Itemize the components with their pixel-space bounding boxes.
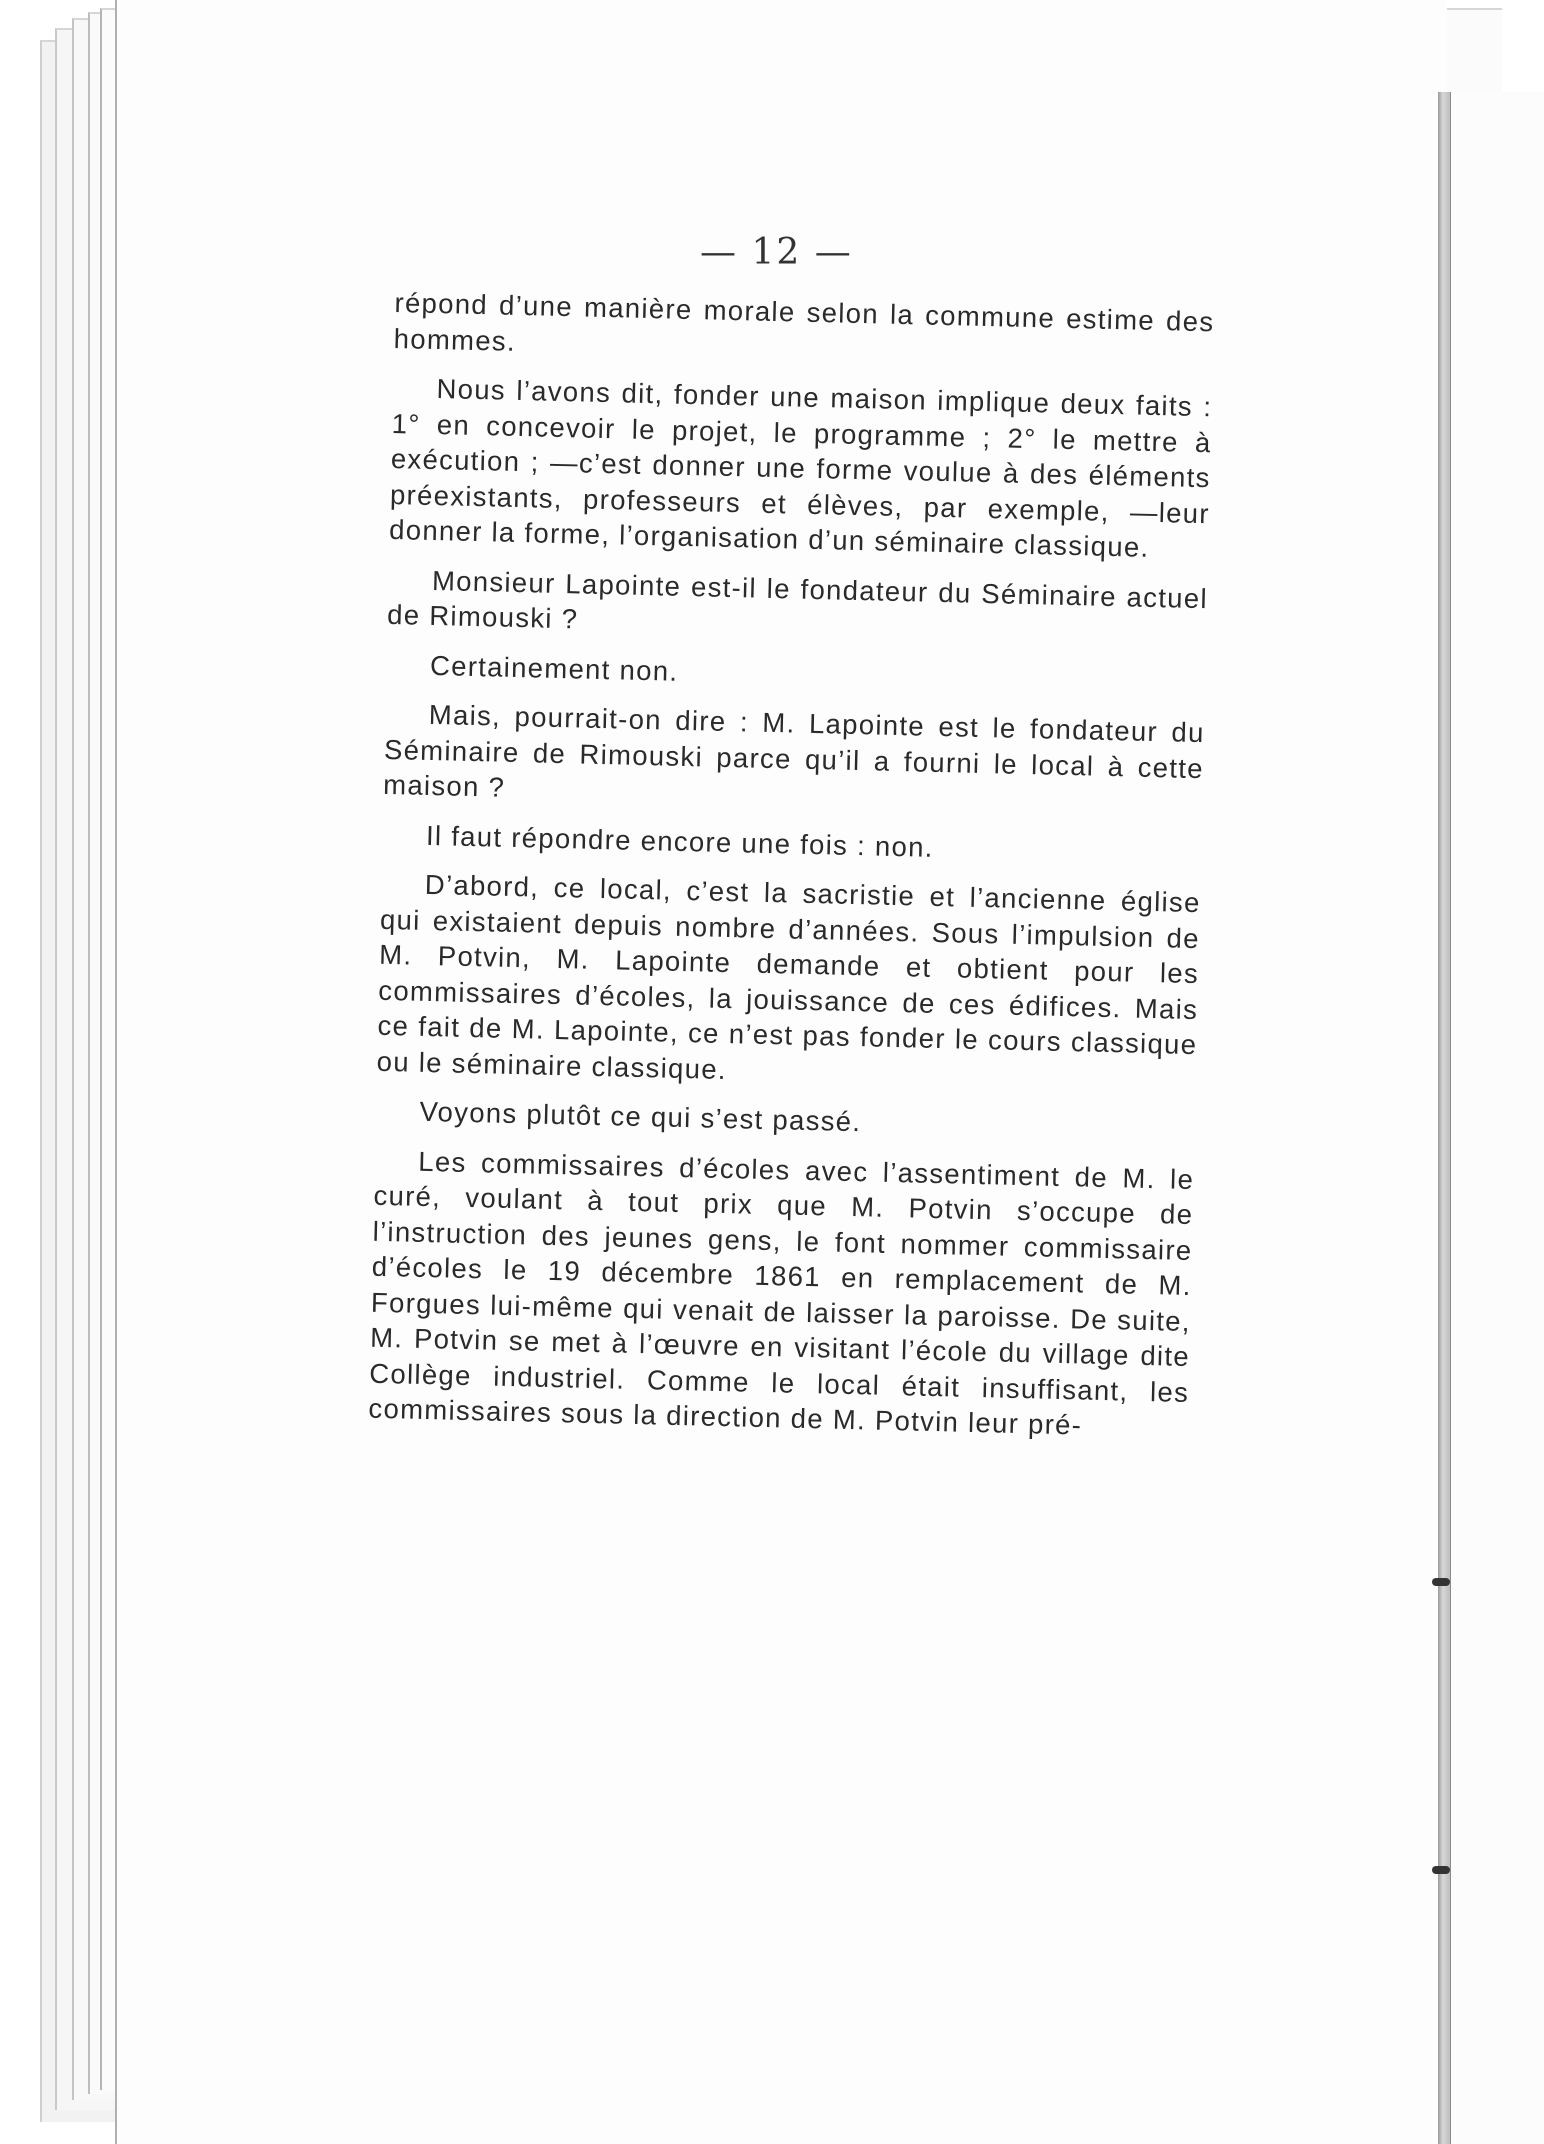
paragraph: Les commissaires d’écoles avec l’assentiment de M. le curé, voulant à tout prix que M. Potvin s’occupe de l’instruction des jeunes gens, le font nommer commissaire d’écoles le 19 décembre 1861 en remplacement de M. Forgues lui-même qui venait de laisser la paroisse. De suite, M. Potvin se met à l’œuvre en visitant l’école du village dite Collège industriel. Comme le local était insuffisant, les commissaires sous la direction de M. Potvin leur pré-	[368, 1145, 1195, 1441]
facing-page-edge	[1450, 92, 1544, 2144]
binding-stitch	[1432, 1578, 1450, 1586]
paragraph: répond d’une manière morale selon la commune estime des hommes.	[393, 286, 1215, 357]
body-text	[368, 285, 1215, 1446]
paragraph: Il faut répondre encore une fois : non.	[425, 819, 935, 863]
paragraph: Certainement non.	[429, 649, 679, 687]
paragraph: Voyons plutôt ce qui s’est passé.	[419, 1095, 862, 1138]
book-spine	[1438, 92, 1450, 2144]
paragraph: Monsieur Lapointe est-il le fondateur du Séminaire actuel de Rimouski ?	[386, 564, 1209, 635]
paragraph: Mais, pourrait-on dire : M. Lapointe est le fondateur du Séminaire de Rimouski parce qu’il a fourni le local à cette maison ?	[382, 698, 1206, 803]
paragraph: D’abord, ce local, c’est la sacristie et l’ancienne église qui existaient depuis nombre d’années. Sous l’impulsion de M. Potvin, M. Lapointe demande et obtient pour les commissaires d’écoles, la jouissance de ces édifices. Mais ce fait de M. Lapointe, ce n’est pas fonder le cours classique ou le séminaire classique.	[376, 868, 1202, 1085]
binding-stitch	[1432, 1866, 1450, 1874]
page-number: — 12 —	[700, 232, 853, 273]
paragraph: Nous l’avons dit, fonder une maison implique deux faits : 1° en concevoir le projet, le programme ; 2° le mettre à exécution ; —c’est donner une forme voulue à des éléments préexistants, professeurs et élèves, par exemple, —leur donner la forme, l’organisation d’un séminaire classique.	[388, 373, 1213, 563]
